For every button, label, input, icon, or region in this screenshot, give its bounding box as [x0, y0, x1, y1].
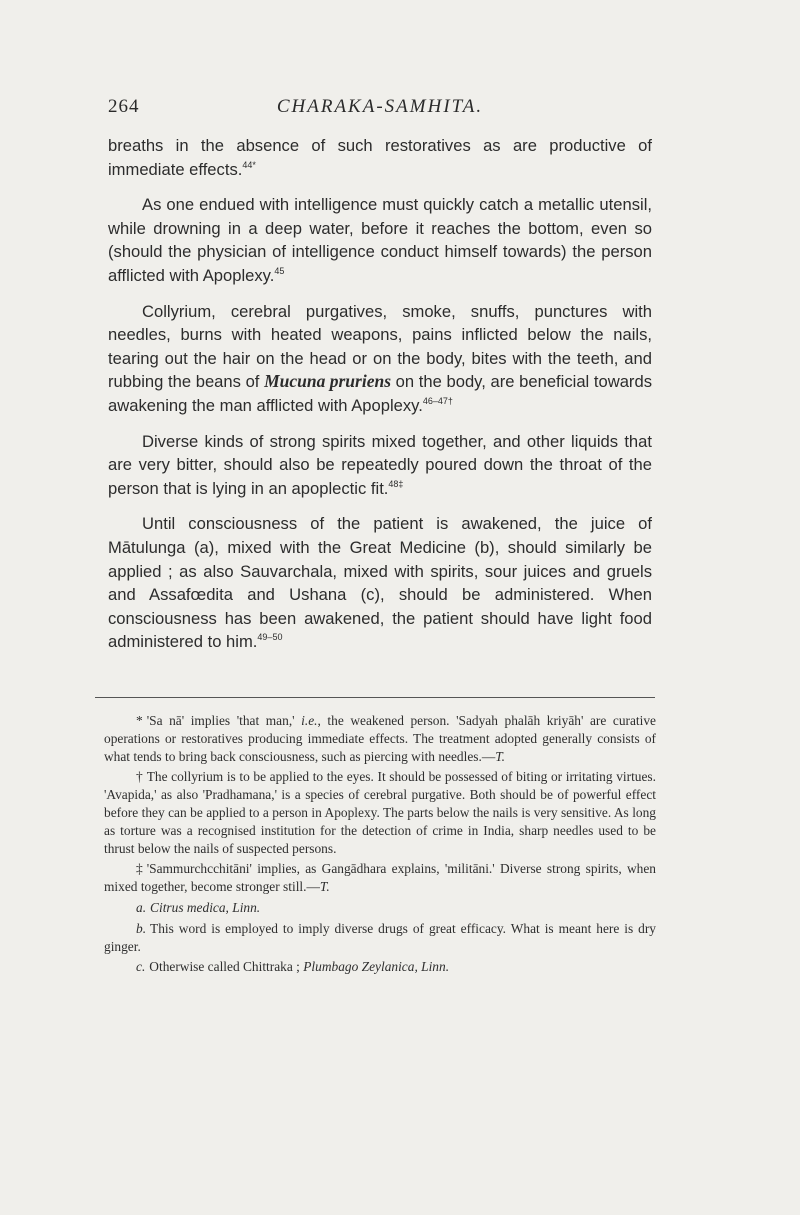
footnote-text: 'Sa nā' implies 'that man,'	[146, 713, 302, 728]
verse-reference: 44*	[242, 159, 256, 170]
footnote-text: , the weakened person. 'Sadyah phalāh kriyāh' are curative operations or restoratives producing immediate effects. The treatment adopted generally consists of what tends to bring back consciousness, such as piercing with needles.—	[104, 713, 656, 764]
main-text	[108, 134, 652, 654]
paragraph-5-text: Until consciousness of the patient is awakened, the juice of Mātulunga (a), mixed with the Great Medicine (b), should similarly be applied ; as also Sauvarchala, mixed with spirits, sour juices and gruels and Assafœdita and Ushana (c), should be administered. When consciousness has been awakened, the patient should have light food administered to him.	[108, 514, 652, 652]
paragraph-4	[108, 430, 652, 501]
verse-reference: 48‡	[388, 478, 404, 489]
paragraph-2-text: As one endued with intelligence must quickly catch a metallic utensil, while drowning in a deep water, before it reaches the bottom, even so (should the physician of intelligence conduct himself towards) the person afflicted with Apoplexy.	[108, 195, 652, 285]
paragraph-1	[108, 134, 652, 181]
footnote-star	[104, 712, 656, 765]
footnote-italic: Plumbago Zeylanica, Linn.	[303, 959, 450, 975]
footnote-mark: †	[136, 769, 143, 785]
paragraph-3-text-a: Collyrium, cerebral purgatives, smoke, snuffs, punctures with needles, burns with heated weapons, pains inflicted below the nails, tearing out the hair on the head or on the body, bites with the teeth, and rubbing the beans of	[108, 301, 652, 392]
footnote-mark: *	[136, 713, 143, 728]
footnote-italic: i.e.	[301, 713, 318, 728]
footnote-dagger	[104, 768, 656, 857]
footnote-mark: b.	[136, 920, 147, 936]
paragraph-4-text: Diverse kinds of strong spirits mixed together, and other liquids that are very bitter, should also be repeatedly poured down the throat of the person that is lying in an apoplectic fit.	[108, 431, 652, 498]
footnote-italic: Citrus medica, Linn.	[150, 899, 261, 915]
paragraph-2	[108, 193, 652, 287]
translator-sign: T.	[495, 748, 506, 764]
footnote-text: 'Sammurchcchitāni' implies, as Gangādhara explains, 'militāni.' Diverse strong spirits, when mixed together, become stronger still.—	[104, 861, 656, 895]
footnote-b	[104, 920, 656, 956]
paragraph-1-text: breaths in the absence of such restoratives as are productive of immediate effects.	[108, 136, 652, 179]
paragraph-3-text-b: on the body, are beneficial towards awakening the man afflicted with Apoplexy.	[108, 372, 652, 415]
footnote-text: The collyrium is to be applied to the eyes. It should be possessed of biting or irritating virtues. 'Avapida,' as also 'Pradhamana,' is a species of cerebral purgative. Both should be of powerful effect before they can be applied to a person in Apoplexy. The parts below the nails is very sensitive. As long as torture was a recognised institution for the detection of crime in India, sharp needles used to be thrust below the nails of suspected persons.	[104, 769, 656, 856]
page-header	[108, 96, 652, 122]
running-title: CHARAKA-SAMHITA.	[276, 96, 484, 117]
botanical-name: Mucuna pruriens	[264, 371, 392, 392]
footnote-mark: c.	[136, 959, 146, 975]
verse-reference: 45	[274, 265, 285, 276]
footnote-double-dagger	[104, 860, 656, 896]
verse-reference: 49–50	[257, 632, 283, 643]
footnote-c	[104, 958, 656, 976]
paragraph-3	[108, 300, 652, 418]
footnote-a	[104, 899, 656, 917]
footnote-mark: ‡	[136, 861, 143, 877]
footnote-mark: a.	[136, 899, 147, 915]
verse-reference: 46–47†	[422, 395, 453, 406]
footnotes	[104, 712, 656, 979]
translator-sign: T.	[319, 879, 330, 895]
footnote-divider	[95, 697, 655, 698]
footnote-text: Otherwise called Chittraka ;	[149, 959, 304, 975]
page-number: 264	[108, 96, 140, 117]
footnote-text: This word is employed to imply diverse drugs of great efficacy. What is meant here is dry ginger.	[104, 920, 656, 954]
paragraph-5	[108, 512, 652, 654]
